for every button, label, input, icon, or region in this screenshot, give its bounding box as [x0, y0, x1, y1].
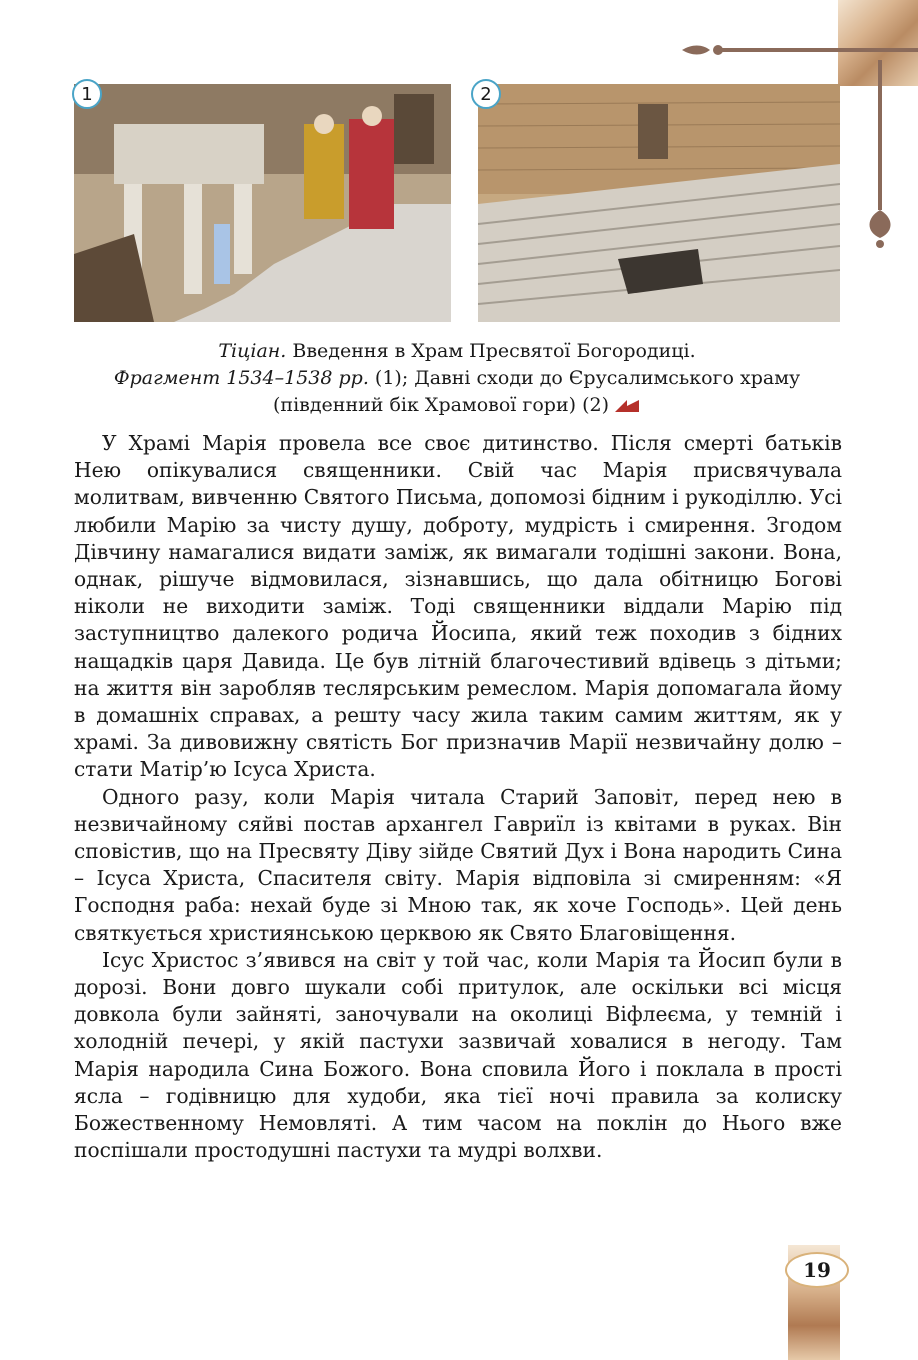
figure-photo	[478, 84, 840, 322]
caption-line-2	[74, 365, 840, 392]
main-text	[74, 430, 842, 1164]
figure-number-badge: 1	[72, 79, 102, 109]
ornament-horizontal-icon	[682, 42, 918, 58]
page-number: 19	[785, 1252, 849, 1288]
ornament-vertical-icon	[858, 60, 902, 250]
painting-image	[74, 84, 451, 322]
figure-number-badge: 2	[471, 79, 501, 109]
caption-line-1	[74, 338, 840, 365]
caption-line-3	[74, 392, 840, 419]
paragraph: У Храмі Марія провела все своє дитинство. Після смерті батьків Нею опікувалися священники. Свій час Марія присвячувала молитвам, вивченню Святого Письма, допомозі бідним і рукоділлю. Усі любили Марію за чисту душу, доброту, мудрість і смирення. Згодом Дівчину намагалися видати заміж, як вимагали тодішні закони. Вона, однак, рішуче відмовилася, зізнавшись, що дала обітницю Богові ніколи не виходити заміж. Тоді священники віддали Марію під заступництво далекого родича Йосипа, який теж походив з бідних нащадків царя Давида. Це був літній благочестивий вдівець з дітьми; на життя він заробляв теслярським ремеслом. Марія допомагала йому в домашніх справах, а решту часу жила таким самим життям, як у храмі. За дивовижну святість Бог призначив Марії незвичайну долю – стати Матір’ю Ісуса Христа.	[74, 431, 842, 782]
figure-painting	[74, 84, 451, 322]
caption-fragment: Фрагмент 1534–1538 рр.	[113, 367, 369, 389]
caption-ref2: (південний бік Храмової гори) (2)	[273, 394, 609, 416]
caption-ref1: (1); Давні сходи до Єрусалимського храму	[368, 367, 801, 389]
caption-author: Тіціан.	[218, 340, 287, 362]
arrow-left-icon	[615, 398, 641, 414]
temple-stairs-photo	[478, 84, 840, 322]
paragraph: Ісус Христос з’явився на світ у той час, коли Марія та Йосип були в дорозі. Вони довго шукали собі притулок, але оскільки всі місця довкола були зайняті, заночували на околиці Віфлеєма, у темній і холодній печері, у якій пастухи зазвичай ховалися в негоду. Там Марія народила Сина Божого. Вона сповила Його і поклала в прості ясла – годівницю для худоби, яка тієї ночі правила за колиску Божественному Немовляті. А тим часом на поклін до Нього вже поспішали простодушні пастухи та мудрі волхви.	[74, 947, 842, 1163]
caption-title: Введення в Храм Пресвятої Богородиці.	[292, 340, 696, 362]
paragraph: Одного разу, коли Марія читала Старий Заповіт, перед нею в незвичайному сяйві постав архангел Гавриїл із квітами в руках. Він сповістив, що на Пресвяту Діву зійде Святий Дух і Вона народить Сина – Ісуса Христа, Спасителя світу. Марія відповіла зі смиренням: «Я Господня раба: нехай буде зі Мною так, як хоче Господь». Цей день святкується християнською церквою як Свято Благовіщення.	[74, 784, 842, 945]
figure-caption	[74, 338, 840, 419]
